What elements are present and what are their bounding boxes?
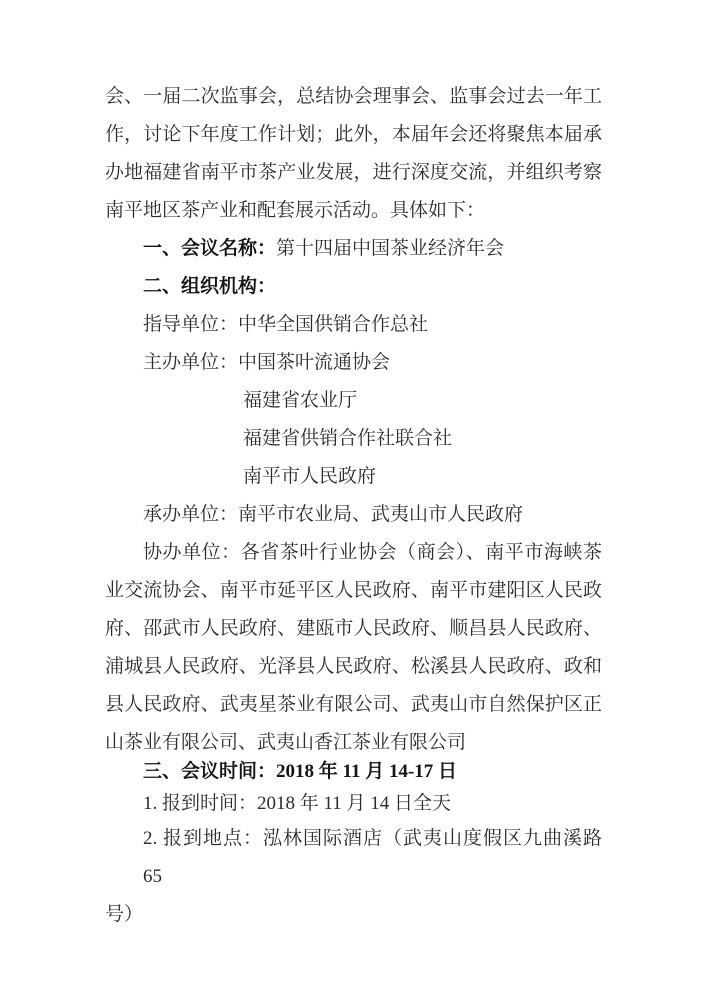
undertaking-unit-value: 南平市农业局、武夷山市人民政府 <box>238 504 524 525</box>
guidance-unit-line <box>105 306 602 344</box>
intro-line-4: 南平地区茶产业和配套展示活动。具体如下： <box>105 200 486 221</box>
host-unit-value: 中国茶叶流通协会 <box>238 352 391 373</box>
registration-place-line-1: 2. 报到地点：泓林国际酒店（武夷山度假区九曲溪路 65 <box>143 828 602 887</box>
co-organizer-label: 协办单位： <box>143 542 241 563</box>
meeting-name-line <box>105 230 602 268</box>
host-unit-extra-3: 南平市人民政府 <box>243 466 377 487</box>
co-organizer-line-3: 府、邵武市人民政府、建瓯市人民政府、顺昌县人民政府、 <box>105 618 602 639</box>
undertaking-unit-label: 承办单位： <box>143 504 239 525</box>
host-unit-extra-1: 福建省农业厅 <box>243 390 358 411</box>
document-content <box>105 78 602 934</box>
meeting-name-label: 一、会议名称： <box>143 238 277 259</box>
host-unit-label: 主办单位： <box>143 352 239 373</box>
meeting-time-heading: 三、会议时间：2018 年 11 月 14-17 日 <box>143 761 458 782</box>
registration-time-line: 1. 报到时间：2018 年 11 月 14 日全天 <box>143 793 452 814</box>
co-organizer-line-1 <box>105 534 602 572</box>
co-organizer-line-6: 山茶业有限公司、武夷山香江茶业有限公司 <box>105 732 467 753</box>
co-organizer-line-4: 浦城县人民政府、光泽县人民政府、松溪县人民政府、政和 <box>105 656 602 677</box>
co-organizer-line-5: 县人民政府、武夷星茶业有限公司、武夷山市自然保护区正 <box>105 694 602 715</box>
host-unit-line <box>105 344 602 382</box>
guidance-unit-value: 中华全国供销合作总社 <box>238 314 429 335</box>
host-unit-extra-2: 福建省供销合作社联合社 <box>243 428 453 449</box>
meeting-name-value: 第十四届中国茶业经济年会 <box>276 238 505 259</box>
undertaking-unit-line <box>105 496 602 534</box>
intro-line-2: 作，讨论下年度工作计划；此外，本届年会还将聚焦本届承 <box>105 124 602 145</box>
intro-line-3: 办地福建省南平市茶产业发展，进行深度交流，并组织考察 <box>105 162 602 183</box>
co-organizer-line-2: 业交流协会、南平市延平区人民政府、南平市建阳区人民政 <box>105 580 602 601</box>
co-organizer-value-start: 各省茶叶行业协会（商会）、南平市海峡茶 <box>240 542 602 563</box>
guidance-unit-label: 指导单位： <box>143 314 239 335</box>
organization-heading: 二、组织机构： <box>143 276 277 297</box>
registration-place-line-2: 号） <box>105 904 144 925</box>
intro-line-1: 会、一届二次监事会，总结协会理事会、监事会过去一年工 <box>105 86 602 107</box>
